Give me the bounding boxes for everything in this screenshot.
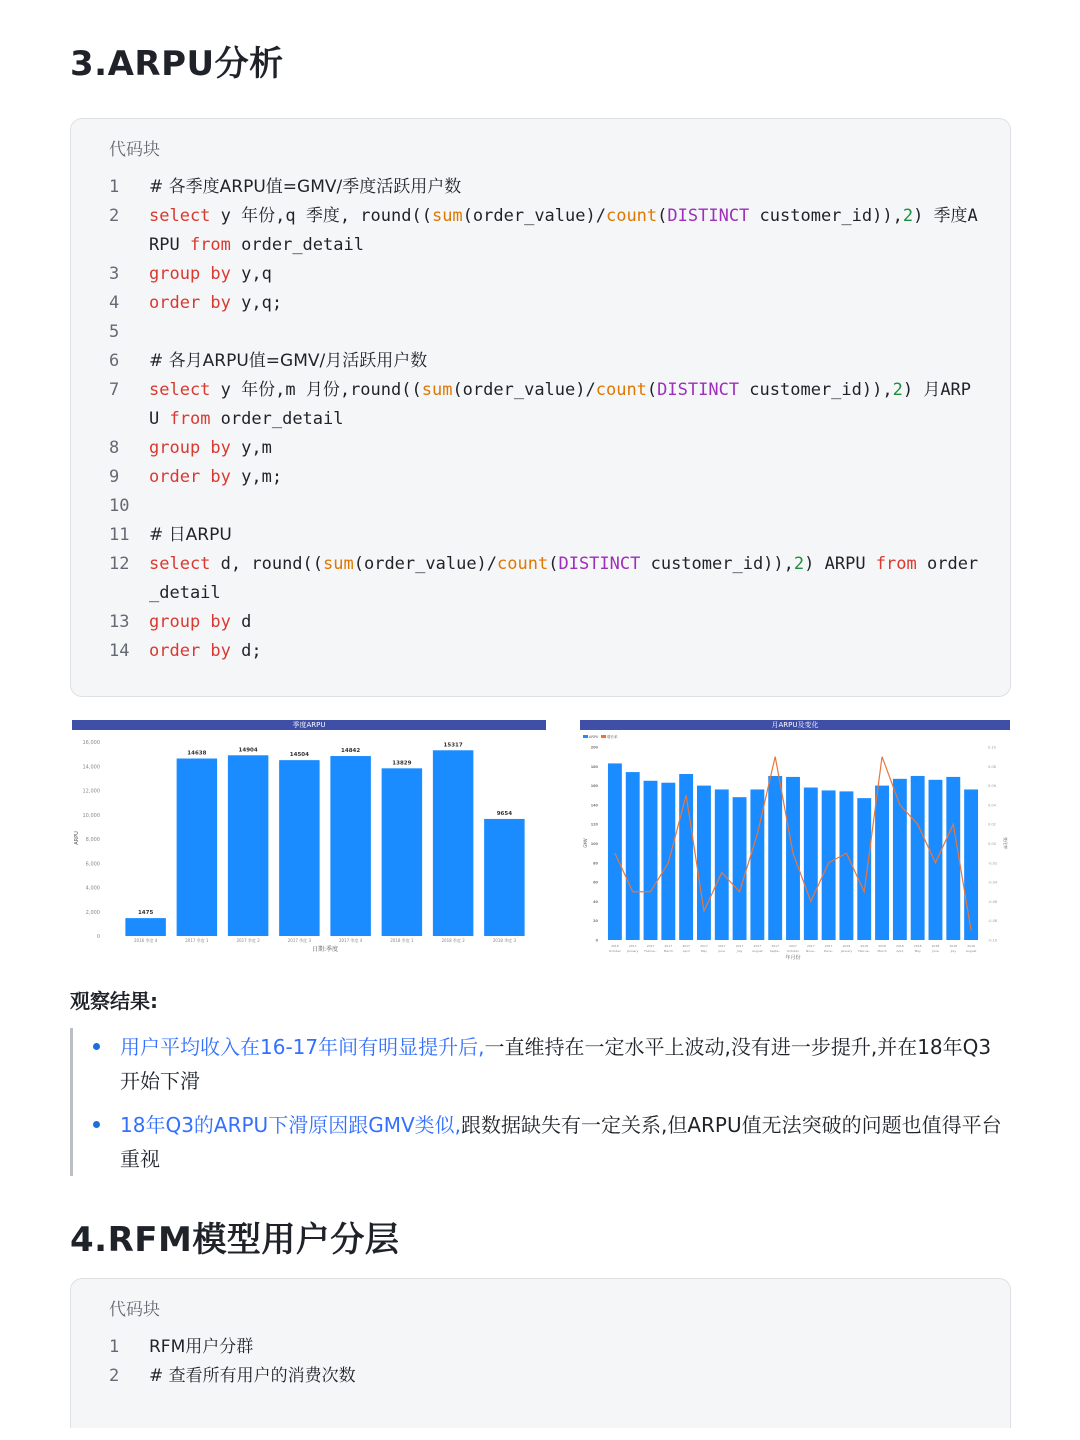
y-tick-label: 14,000: [82, 764, 100, 771]
bar: [786, 777, 800, 940]
y-tick-label: 16,000: [82, 740, 100, 746]
x-tick-label: 2017 季度 1: [185, 938, 209, 943]
x-tick-month: Dece..: [823, 949, 834, 953]
code-block-arpu: [70, 118, 1011, 697]
x-tick-month: Februa..: [644, 949, 657, 953]
y2-tick-label: 0.10: [988, 745, 996, 750]
code-block-title: 代码块: [109, 140, 160, 160]
code-line: [71, 173, 1010, 202]
x-tick-year: 2017: [646, 944, 655, 948]
code-text: order by d;: [149, 641, 262, 661]
x-tick-year: 2017: [806, 944, 815, 948]
bar: [733, 797, 747, 940]
y-tick-label: 10,000: [82, 812, 100, 819]
bar: [484, 819, 524, 936]
observation-item: [96, 1030, 1006, 1098]
bar: [893, 779, 907, 940]
x-tick-month: May: [700, 949, 708, 953]
x-tick-month: Septe..: [769, 949, 781, 953]
line-number: 10: [109, 496, 130, 516]
section-title-arpu: 3.ARPU分析: [70, 44, 284, 84]
observation-title: 观察结果:: [70, 989, 158, 1013]
bar: [839, 791, 853, 940]
y-axis-label: ARPU: [74, 831, 80, 845]
bar: [697, 786, 711, 940]
x-tick-month: August: [965, 949, 977, 953]
x-tick-year: 2018: [860, 944, 869, 948]
y2-tick-label: 0.06: [988, 784, 996, 789]
line-number: 2: [109, 1366, 120, 1386]
x-tick-label: 2017 季度 2: [236, 938, 260, 943]
legend-label: 增长率: [607, 735, 618, 739]
code-line: [71, 202, 1010, 260]
bar: [433, 750, 473, 936]
line-number: 3: [109, 264, 120, 284]
line-number: 9: [109, 467, 120, 487]
code-text: [149, 318, 1010, 347]
y-tick-label: 200: [590, 745, 598, 750]
bar-value-label: 14842: [341, 748, 361, 755]
code-text: # 各月ARPU值=GMV/月活跃用户数: [149, 351, 428, 371]
bar: [177, 759, 217, 936]
x-tick-label: 2018 季度 2: [441, 938, 465, 943]
y2-tick-label: -0.02: [988, 861, 998, 866]
code-line: [71, 289, 1010, 318]
bar: [857, 798, 871, 940]
y2-tick-label: -0.04: [988, 880, 998, 885]
code-text: select y 年份,m 月份,round((sum(order_value)/count(DISTINCT customer_id)),2) 月ARPU from order_detail: [149, 380, 972, 429]
y2-axis-label: 变化率: [1003, 837, 1008, 849]
y2-tick-label: -0.10: [988, 938, 998, 943]
x-tick-year: 2016: [611, 944, 619, 948]
bar-value-label: 14638: [187, 750, 207, 757]
y2-tick-label: 0.04: [988, 803, 996, 808]
y-tick-label: 20: [593, 919, 598, 924]
y-axis-label: GMV: [583, 838, 588, 848]
code-text: # 查看所有用户的消费次数: [149, 1366, 356, 1386]
line-number: 1: [109, 177, 120, 197]
y-tick-label: 0: [595, 938, 598, 943]
code-lines: [71, 1333, 1010, 1391]
x-tick-month: March: [877, 949, 887, 953]
line-number: 1: [109, 1337, 120, 1357]
observation-highlight: 用户平均收入在16-17年间有明显提升后,: [120, 1035, 485, 1059]
line-number: 13: [109, 612, 130, 632]
x-tick-month: October: [608, 949, 621, 953]
code-text: group by y,m: [149, 438, 272, 458]
x-tick-label: 2016 季度 4: [133, 938, 158, 943]
legend-label: ARPU: [589, 735, 599, 739]
x-tick-year: 2017: [789, 944, 797, 948]
code-text: group by y,q: [149, 264, 272, 284]
code-text: RFM用户分群: [149, 1337, 254, 1357]
code-line: [71, 347, 1010, 376]
y-tick-label: 4,000: [85, 885, 100, 892]
code-text: order by y,q;: [149, 293, 283, 313]
bar: [382, 768, 422, 936]
x-tick-year: 2017: [717, 944, 726, 948]
bar-value-label: 15317: [443, 742, 463, 749]
bar: [608, 763, 622, 940]
x-tick-month: March: [663, 949, 673, 953]
x-tick-month: July: [950, 949, 956, 953]
section-title-rfm: 4.RFM模型用户分层: [70, 1220, 400, 1260]
y-tick-label: 140: [590, 803, 598, 808]
y-tick-label: 0: [96, 934, 100, 940]
x-tick-year: 2018: [949, 944, 958, 948]
x-tick-year: 2018: [896, 944, 904, 948]
bar: [964, 789, 978, 940]
line-number: 2: [109, 206, 120, 226]
y-tick-label: 60: [593, 880, 598, 885]
x-tick-month: June: [718, 949, 726, 953]
x-axis-label: 年月份: [785, 955, 801, 961]
code-text: order by y,m;: [149, 467, 283, 487]
bar: [911, 776, 925, 940]
line-number: 6: [109, 351, 120, 371]
bar: [644, 781, 658, 940]
chart-title: 季度ARPU: [72, 720, 546, 730]
x-tick-month: Nove..: [806, 949, 816, 953]
quote-bar: [70, 1028, 73, 1176]
y-tick-label: 8,000: [85, 837, 100, 843]
code-text: [149, 492, 1010, 521]
monthly-arpu-svg: [578, 720, 1010, 966]
bar: [279, 760, 319, 936]
chart-title: 月ARPU及变化: [580, 720, 1010, 730]
line-number: 7: [109, 380, 120, 400]
x-tick-month: July: [736, 949, 743, 953]
line-number: 8: [109, 438, 120, 458]
x-tick-year: 2018: [967, 944, 975, 948]
code-line: [71, 260, 1010, 289]
x-tick-month: August: [752, 949, 763, 953]
bullet-dot-icon: [93, 1043, 100, 1050]
x-tick-year: 2017: [771, 944, 780, 948]
bar: [875, 786, 889, 940]
observation-highlight: 18年Q3的ARPU下滑原因跟GMV类似,: [120, 1113, 461, 1137]
x-tick-month: January: [840, 949, 853, 953]
x-tick-year: 2017: [735, 944, 744, 948]
bar: [228, 755, 268, 936]
code-line: [71, 1362, 1010, 1391]
line-number: 14: [109, 641, 130, 661]
y-tick-label: 12,000: [82, 788, 100, 795]
x-tick-year: 2018: [913, 944, 922, 948]
code-line: [71, 492, 1010, 521]
code-line: [71, 521, 1010, 550]
observation-text: 跟数据缺失有一定关系,但ARPU值无法突破的问题也值得平台重视: [120, 1113, 1002, 1171]
code-line: [71, 318, 1010, 347]
code-text: select y 年份,q 季度, round((sum(order_value)/count(DISTINCT customer_id)),2) 季度ARPU from order_detail: [149, 206, 978, 255]
observation-text: 一直维持在一定水平上波动,没有进一步提升,并在18年Q3开始下滑: [120, 1035, 992, 1093]
y2-tick-label: 0.02: [988, 822, 996, 827]
line-number: 5: [109, 322, 120, 342]
x-tick-year: 2018: [931, 944, 940, 948]
bar: [822, 790, 836, 940]
bar: [768, 776, 782, 940]
x-tick-label: 2018 季度 3: [492, 938, 517, 943]
x-tick-label: 2017 季度 3: [287, 938, 312, 943]
x-tick-year: 2017: [628, 944, 637, 948]
y-tick-label: 2,000: [85, 909, 100, 916]
x-tick-year: 2017: [682, 944, 690, 948]
code-line: [71, 637, 1010, 666]
x-tick-label: 2017 季度 4: [338, 938, 363, 943]
y-tick-label: 160: [590, 784, 598, 789]
bar: [330, 756, 370, 936]
code-line: [71, 376, 1010, 434]
x-tick-year: 2018: [878, 944, 886, 948]
code-text: # 各季度ARPU值=GMV/季度活跃用户数: [149, 177, 462, 197]
y2-tick-label: -0.06: [988, 899, 998, 904]
quarterly-arpu-chart: [70, 720, 546, 960]
x-tick-year: 2018: [842, 944, 851, 948]
y-tick-label: 40: [593, 899, 598, 904]
code-line: [71, 463, 1010, 492]
x-tick-year: 2017: [824, 944, 833, 948]
x-tick-year: 2017: [664, 944, 673, 948]
y-tick-label: 80: [593, 861, 598, 866]
y-tick-label: 100: [590, 842, 598, 846]
code-block-rfm: [70, 1278, 1011, 1428]
bar: [715, 789, 729, 940]
bar: [929, 780, 943, 940]
bar: [804, 788, 818, 940]
x-tick-month: April: [896, 949, 904, 953]
code-text: select d, round((sum(order_value)/count(DISTINCT customer_id)),2) ARPU from order_detail: [149, 554, 979, 603]
line-number: 12: [109, 554, 130, 574]
monthly-arpu-chart: [578, 720, 1010, 966]
bar-value-label: 14504: [289, 752, 309, 759]
x-tick-month: June: [932, 949, 939, 953]
x-tick-month: October: [786, 949, 800, 953]
bar-value-label: 9654: [496, 810, 513, 817]
code-text: # 日ARPU: [149, 525, 232, 545]
line-number: 4: [109, 293, 120, 313]
bar-value-label: 13829: [392, 760, 412, 767]
code-line: [71, 1333, 1010, 1362]
code-block-title: 代码块: [109, 1300, 160, 1320]
code-line: [71, 608, 1010, 637]
x-tick-year: 2017: [700, 944, 708, 948]
y2-tick-label: 0.00: [988, 842, 996, 846]
bar: [125, 918, 165, 936]
legend-swatch: [601, 735, 606, 738]
x-tick-month: May: [914, 949, 921, 953]
x-tick-month: Februa..: [858, 949, 871, 953]
bar-value-label: 14904: [238, 747, 258, 754]
y-tick-label: 180: [590, 764, 598, 769]
bar: [946, 777, 960, 940]
observation-item: [96, 1108, 1006, 1176]
code-line: [71, 550, 1010, 608]
code-text: group by d: [149, 612, 252, 632]
x-tick-month: January: [627, 949, 639, 953]
x-tick-year: 2017: [753, 944, 762, 948]
y2-tick-label: 0.08: [988, 764, 996, 769]
bullet-dot-icon: [93, 1121, 100, 1128]
bar-value-label: 1475: [137, 910, 154, 917]
code-line: [71, 434, 1010, 463]
legend-swatch: [583, 735, 588, 738]
line-number: 11: [109, 525, 130, 545]
code-lines: [71, 173, 1010, 666]
x-tick-label: 2018 季度 1: [390, 938, 414, 943]
x-tick-month: April: [682, 949, 690, 953]
y-tick-label: 6,000: [85, 861, 100, 868]
bar: [626, 772, 640, 940]
y-tick-label: 120: [590, 822, 598, 827]
x-axis-label: 日期:季度: [311, 946, 339, 953]
quarterly-arpu-svg: [70, 720, 546, 960]
y2-tick-label: -0.08: [988, 919, 998, 924]
